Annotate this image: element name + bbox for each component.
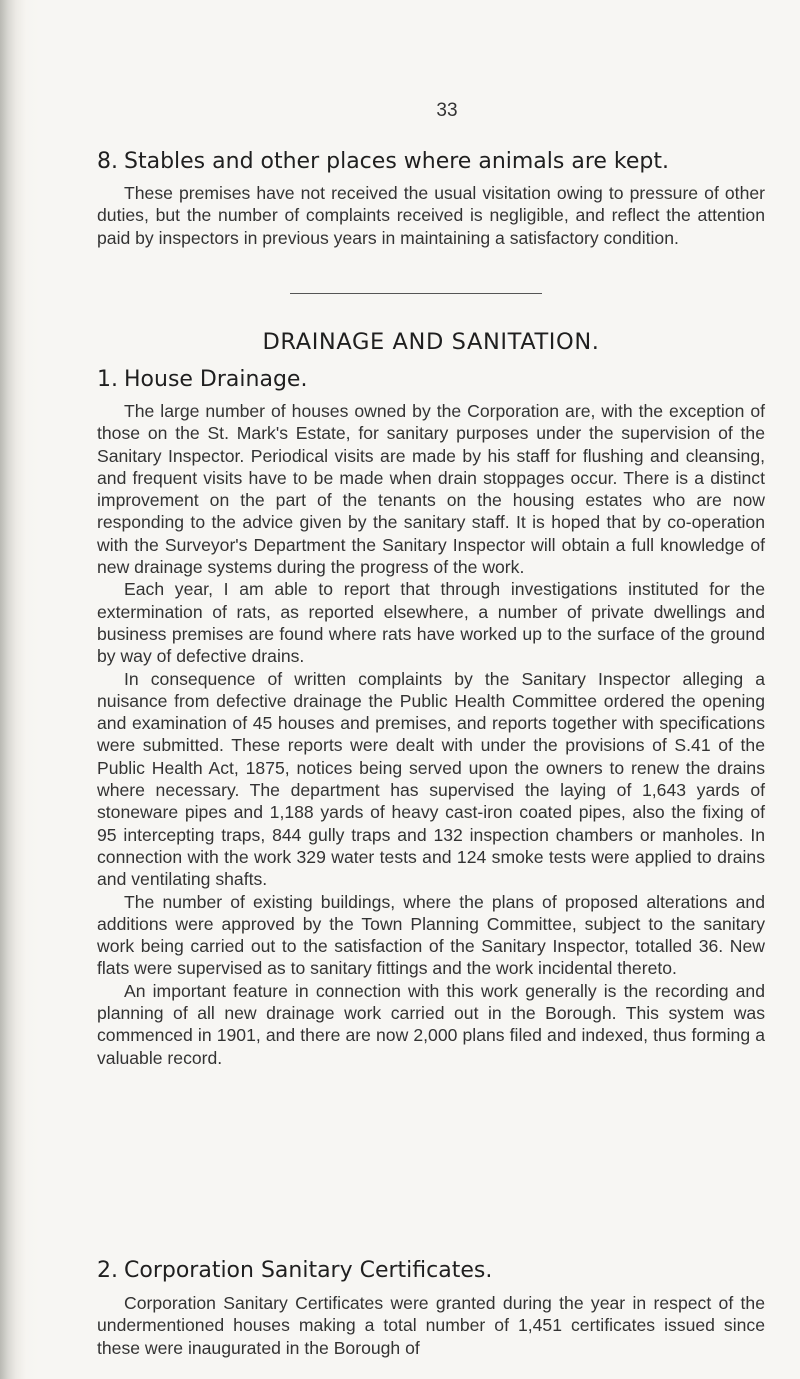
paragraph: Each year, I am able to report that through investigations instituted for the extermination of rats, as reported elsewhere, a number of private dwellings and business premises are found where rats have worked up to the surface of the ground by way of defective drains.: [97, 579, 765, 667]
section-body-house-drainage: [97, 400, 765, 1069]
paragraph: The number of existing buildings, where the plans of proposed alterations and additions were approved by the Town Planning Committee, subject to the sanitary work being carried out to the satisfaction of the Sanitary Inspector, totalled 36. New flats were supervised as to sanitary fittings and the work incidental thereto.: [97, 891, 765, 979]
section-heading-certificates: [97, 1258, 492, 1283]
divider: [290, 293, 542, 294]
section-body-certificates: [97, 1292, 765, 1359]
paragraph: These premises have not received the usual visitation owing to pressure of other duties, but the number of complaints received is negligible, and reflect the attention paid by inspectors in previous years in maintaining a satisfactory condition.: [97, 183, 765, 248]
section-number: 1.: [97, 367, 118, 392]
section-number: 8.: [97, 149, 118, 174]
section-number: 2.: [97, 1258, 118, 1283]
paragraph: In consequence of written complaints by the Sanitary Inspector alleging a nuisance from defective drainage the Public Health Committee ordered the opening and examination of 45 houses and premises, and reports together with specifications were submitted. These reports were dealt with under the provisions of S.41 of the Public Health Act, 1875, notices being served upon the owners to renew the drains where necessary. The department has supervised the laying of 1,643 yards of stoneware pipes and 1,188 yards of heavy cast-iron coated pipes, also the fixing of 95 intercepting traps, 844 gully traps and 132 inspection chambers or manholes. In connection with the work 329 water tests and 124 smoke tests were applied to drains and ventilating shafts.: [97, 668, 765, 890]
section-title: Corporation Sanitary Certificates.: [124, 1258, 493, 1283]
paragraph: An important feature in connection with this work generally is the recording and planning of all new drainage work carried out in the Borough. This system was commenced in 1901, and there are now 2,000 plans filed and indexed, thus forming a valuable record.: [97, 980, 765, 1068]
section-heading-house-drainage: [97, 367, 307, 392]
paragraph: Corporation Sanitary Certificates were granted during the year in respect of the undermentioned houses making a total number of 1,451 certificates issued since these were inaugurated in the Borough of: [97, 1293, 765, 1358]
section-title: Stables and other places where animals are kept.: [124, 149, 669, 174]
main-title: DRAINAGE AND SANITATION.: [262, 329, 600, 355]
section-heading-stables: [97, 149, 669, 174]
section-body-stables: [97, 182, 765, 249]
section-title: House Drainage.: [124, 367, 308, 392]
paragraph: The large number of houses owned by the Corporation are, with the exception of those on the St. Mark's Estate, for sanitary purposes under the supervision of the Sanitary Inspector. Periodical visits are made by his staff for flushing and cleansing, and frequent visits have to be made when drain stoppages occur. There is a distinct improvement on the part of the tenants on the housing estates who are now responding to the advice given by the sanitary staff. It is hoped that by co-operation with the Surveyor's Department the Sanitary Inspector will obtain a full knowledge of new drainage systems during the progress of the work.: [97, 401, 765, 578]
page-number: 33: [436, 100, 458, 121]
